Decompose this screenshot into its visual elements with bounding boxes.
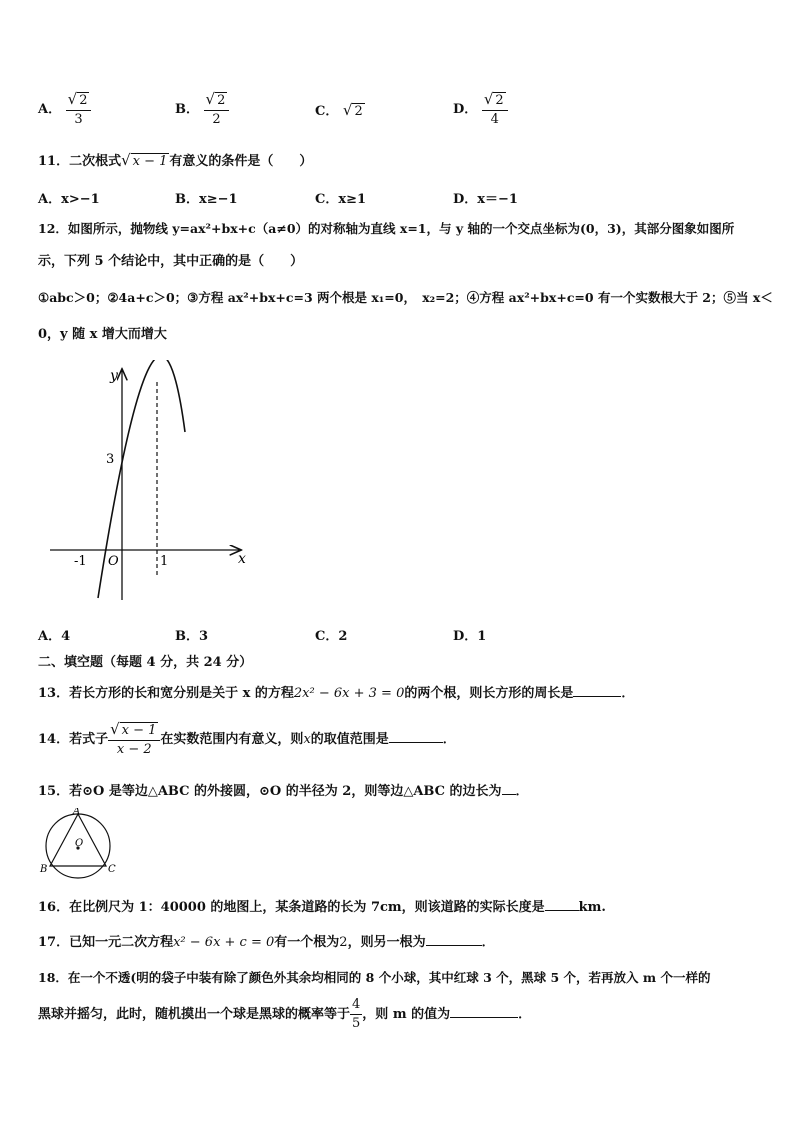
q10-option-b: B． $\frac{√ 2}{2}$ [175,90,229,129]
q14-stem: 14．若式子 $\frac{√ x - 1}{x - 2}$ 在实数范围内有意义，则x的取值范围是 ． [38,720,456,757]
q11-option-c: C．x≥1 [315,192,367,207]
q11-option-d: D．x＝−1 [453,192,518,207]
label-one: 1 [160,554,169,569]
q12-line-3: ①abc＞0；②4a+c＞0；③方程 ax²+bx+c=3 两个根是 x₁=0， x₂=2；④方程 ax²+bx+c=0 有一个实数根大于 2；⑤当 x＜ [38,290,773,305]
y-axis-label: y [110,368,118,384]
label-c: C [108,864,116,875]
q12-option-b: B．3 [175,629,209,644]
section-2-heading: 二、填空题（每题 4 分，共 24 分） [38,655,253,670]
q12-option-c: C．2 [315,629,348,644]
q11-option-b: B．x≥−1 [175,192,238,207]
q16-stem: 16．在比例尺为 1：40000 的地图上，某条道路的长为 7cm，则该道路的实际长度是 km. [38,900,606,915]
q12-line-4: 0，y 随 x 增大而增大 [38,327,167,342]
label-three: 3 [106,452,115,467]
q18-line-1: 18．在一个不透(明的袋子中装有除了颜色外其余均相同的 8 个小球，其中红球 3 个，黑球 5 个，若再放入 m 个一样的 [38,970,711,985]
q10-option-a: A． $\frac{√ 2}{3}$ [38,90,91,129]
q11-stem: 11．二次根式√ x − 1 有意义的条件是（ ） [38,151,313,169]
q10-option-c: C． √ 2 [315,101,363,119]
q15-stem: 15．若⊙O 是等边△ABC 的外接圆，⊙O 的半径为 2，则等边△ABC 的边长为 ． [38,784,529,799]
label-neg-one: -1 [74,554,87,569]
label-origin: O [108,554,119,569]
q18-line-2: 黑球并摇匀，此时，随机摸出一个球是黑球的概率等于 $\frac{4}{5}$ ，则 m 的值为 ． [38,997,532,1031]
q12-parabola-graph [40,360,260,605]
q15-circle-figure [38,808,120,880]
x-axis-label: x [238,551,246,567]
q10-option-d: D． $\frac{√ 2}{4}$ [453,90,508,129]
q13-stem: 13．若长方形的长和宽分别是关于 x 的方程2x² − 6x + 3 = 0的两个根，则长方形的周长是 ． [38,686,635,701]
label-b: B [40,864,48,875]
q12-line-2: 示，下列 5 个结论中，其中正确的是（ ） [38,254,304,269]
q11-option-a: A．x>−1 [38,192,100,207]
q12-option-d: D．1 [453,629,487,644]
label-a: A [73,808,81,817]
label-o: O [75,838,84,849]
q12-option-a: A．4 [38,629,71,644]
q17-stem: 17．已知一元二次方程x² − 6x + c = 0有一个根为2，则另一根为 ． [38,935,495,950]
q12-line-1: 12．如图所示，抛物线 y=ax²+bx+c（a≠0）的对称轴为直线 x=1，与 y 轴的一个交点坐标为(0，3)，其部分图象如图所 [38,221,735,236]
